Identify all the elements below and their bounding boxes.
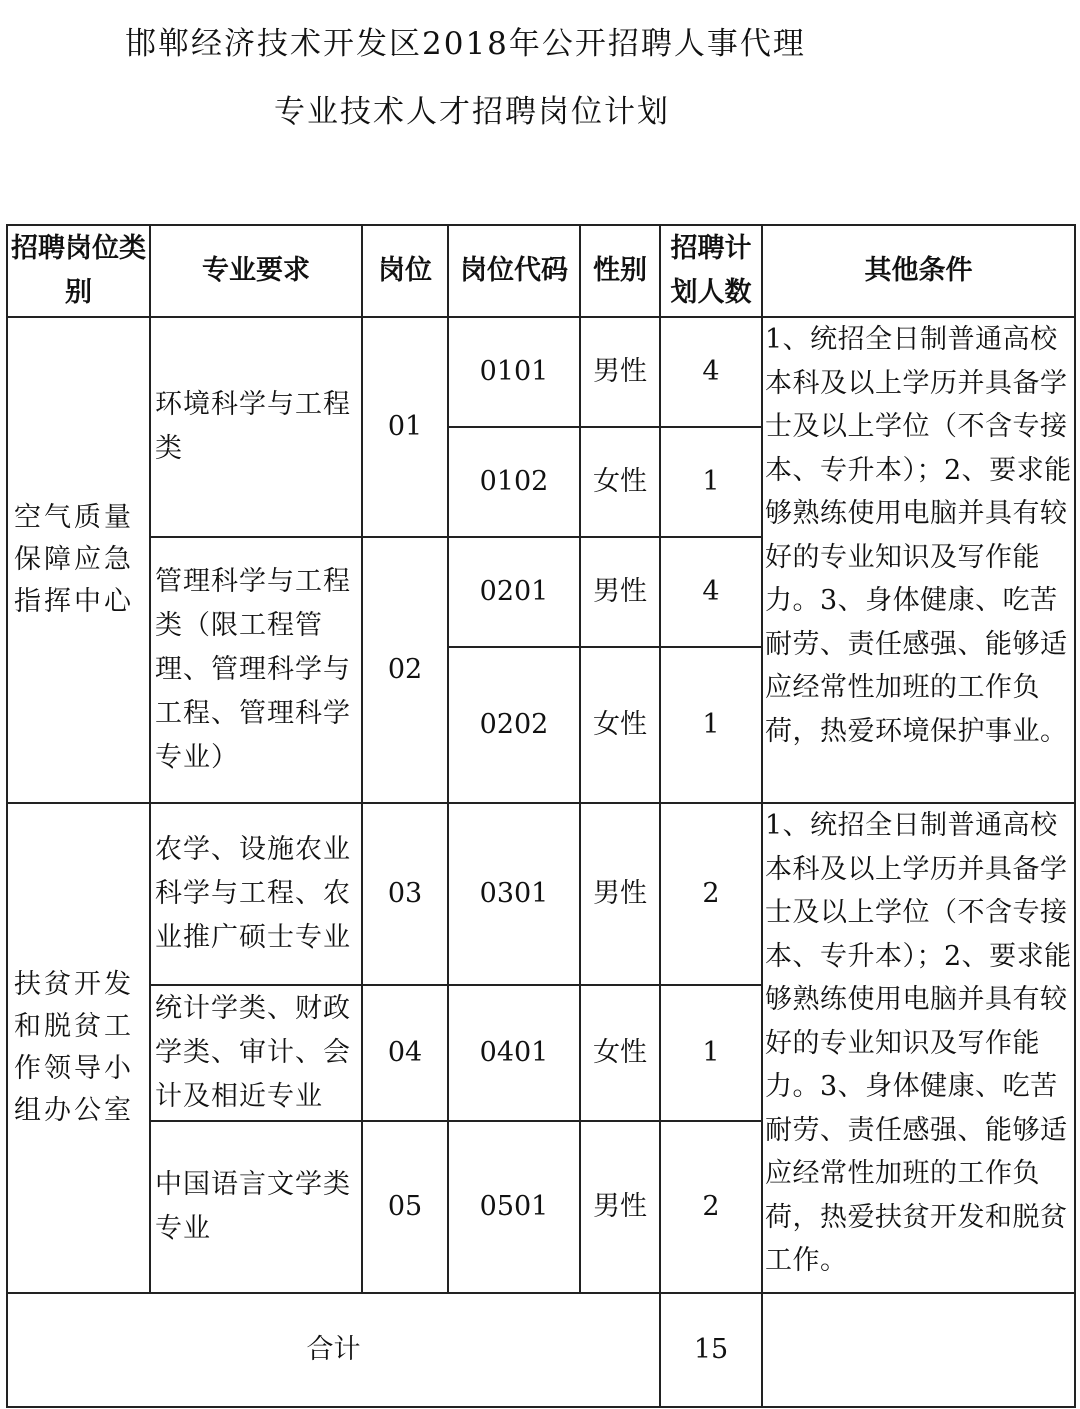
gender-cell: 男性: [580, 803, 660, 985]
gender-cell: 男性: [580, 537, 660, 647]
table-row: [7, 803, 1075, 985]
code-cell: 0501: [448, 1121, 580, 1293]
header-other: 其他条件: [762, 225, 1075, 317]
category-cell: 空气质量保障应急指挥中心: [7, 317, 150, 803]
header-code: 岗位代码: [448, 225, 580, 317]
gender-cell: 女性: [580, 985, 660, 1121]
post-cell: 02: [362, 537, 448, 803]
gender-cell: 女性: [580, 647, 660, 803]
post-cell: 04: [362, 985, 448, 1121]
document-title-line-2: 专业技术人才招聘岗位计划: [274, 94, 670, 130]
gender-cell: 男性: [580, 1121, 660, 1293]
post-cell: 05: [362, 1121, 448, 1293]
gender-cell: 女性: [580, 427, 660, 537]
total-label: 合计: [7, 1293, 660, 1407]
category-cell: 扶贫开发和脱贫工作领导小组办公室: [7, 803, 150, 1293]
post-cell: 03: [362, 803, 448, 985]
gender-cell: 男性: [580, 317, 660, 427]
major-cell: 农学、设施农业科学与工程、农业推广硕士专业: [150, 803, 362, 985]
count-cell: 1: [660, 647, 762, 803]
code-cell: 0201: [448, 537, 580, 647]
other-conditions-cell: 1、统招全日制普通高校本科及以上学历并具备学士及以上学位（不含专接本、专升本）；2、要求能够熟练使用电脑并具有较好的专业知识及写作能力。3、身体健康、吃苦耐劳、责任感强、能够适应经常性加班的工作负荷，热爱扶贫开发和脱贫工作。: [762, 803, 1075, 1293]
document-title-line-1: 邯郸经济技术开发区2018年公开招聘人事代理: [125, 26, 806, 62]
header-major: 专业要求: [150, 225, 362, 317]
major-cell: 统计学类、财政学类、审计、会计及相近专业: [150, 985, 362, 1121]
total-other-empty: [762, 1293, 1075, 1407]
count-cell: 4: [660, 537, 762, 647]
code-cell: 0401: [448, 985, 580, 1121]
major-cell: 管理科学与工程类（限工程管理、管理科学与工程、管理科学专业）: [150, 537, 362, 803]
count-cell: 2: [660, 1121, 762, 1293]
total-count: 15: [660, 1293, 762, 1407]
count-cell: 1: [660, 985, 762, 1121]
code-cell: 0301: [448, 803, 580, 985]
count-cell: 1: [660, 427, 762, 537]
code-cell: 0101: [448, 317, 580, 427]
count-cell: 2: [660, 803, 762, 985]
recruitment-plan-table: [6, 224, 1076, 1408]
header-row: [7, 225, 1075, 317]
post-cell: 01: [362, 317, 448, 537]
header-category: 招聘岗位类别: [7, 225, 150, 317]
other-conditions-cell: 1、统招全日制普通高校本科及以上学历并具备学士及以上学位（不含专接本、专升本）；2、要求能够熟练使用电脑并具有较好的专业知识及写作能力。3、身体健康、吃苦耐劳、责任感强、能够适应经常性加班的工作负荷，热爱环境保护事业。: [762, 317, 1075, 803]
header-post: 岗位: [362, 225, 448, 317]
code-cell: 0102: [448, 427, 580, 537]
header-count: 招聘计划人数: [660, 225, 762, 317]
major-cell: 环境科学与工程类: [150, 317, 362, 537]
table-row: [7, 317, 1075, 427]
count-cell: 4: [660, 317, 762, 427]
total-row: [7, 1293, 1075, 1407]
code-cell: 0202: [448, 647, 580, 803]
major-cell: 中国语言文学类专业: [150, 1121, 362, 1293]
header-gender: 性别: [580, 225, 660, 317]
